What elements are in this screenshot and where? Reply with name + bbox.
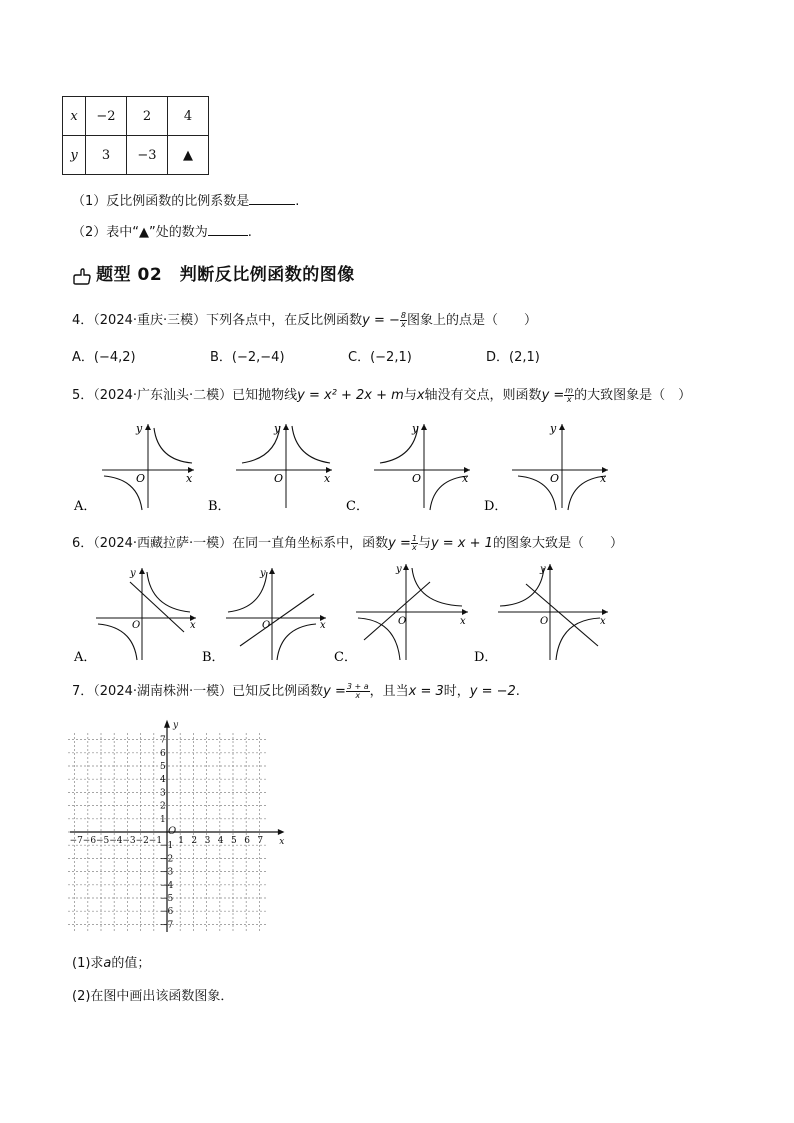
table-cell: 2 (127, 97, 168, 136)
q7-sub2: (2)在图中画出该函数图象． (72, 989, 234, 1004)
tick-label-y: −6 (160, 907, 174, 918)
tick-label-y: −2 (160, 854, 174, 865)
axis-label-x: x (279, 837, 285, 847)
answer-blank (208, 223, 248, 236)
q4-text-end: 图象上的点是（ ） (406, 313, 537, 328)
tick-label-x: 6 (244, 836, 250, 846)
q7-function: y = (323, 684, 346, 699)
axis-label-y: y (396, 564, 402, 575)
fraction (564, 387, 574, 404)
q5-label-a: A． (74, 499, 97, 514)
origin-label: O (398, 616, 407, 627)
q7-text-d: . (515, 684, 520, 699)
q7-sub1 (72, 952, 150, 971)
q5-label-d: D． (484, 499, 508, 514)
table-cell: −2 (86, 97, 127, 136)
section-heading (72, 260, 355, 286)
fraction-numerator: m (565, 386, 574, 395)
q4-function: y = − (362, 313, 400, 328)
tick-label-x: 5 (231, 836, 237, 846)
table-cell: 3 (86, 136, 127, 175)
axis-label-x: x (190, 620, 196, 631)
axis-label-x: x (462, 472, 469, 485)
q5-graph-c (346, 422, 470, 514)
table-cell: y (63, 136, 86, 175)
q6-graph-b (202, 568, 326, 665)
q7-sub1-var: a (103, 956, 112, 971)
tick-label-x: −6 (82, 836, 97, 846)
fraction (400, 312, 407, 329)
period: . (295, 194, 300, 209)
axis-label-x: x (186, 472, 193, 485)
tick-label-x: −7 (69, 836, 83, 846)
axis-label-y: y (550, 422, 557, 435)
tick-label-x: −3 (122, 836, 136, 846)
origin-label: O (262, 620, 271, 631)
table-cell: −3 (127, 136, 168, 175)
q3-sub2 (72, 221, 252, 240)
q6-text-b: 与 (417, 536, 431, 551)
axis-label-y: y (173, 720, 179, 731)
question-5 (72, 384, 691, 404)
period: . (247, 225, 252, 240)
axis-label-x: x (600, 472, 607, 485)
tick-label-y: 3 (160, 788, 166, 799)
fraction-numerator: 1 (411, 534, 417, 543)
fraction (411, 535, 418, 552)
y-axis-arrow (164, 720, 170, 728)
q7-text-b: ，且当 (369, 684, 409, 699)
tick-label-y: −4 (160, 880, 174, 891)
fraction-denominator: x (566, 395, 572, 404)
section-title: 题型 02 判断反比例函数的图像 (96, 265, 355, 285)
tick-label-x: −4 (109, 836, 123, 846)
fraction-denominator: x (412, 543, 417, 552)
q5-graphs (72, 418, 712, 516)
axis-label-x: x (324, 472, 331, 485)
tick-label-y: −1 (160, 841, 174, 852)
tick-label-x: −2 (135, 836, 149, 846)
q7-condition-x: x = 3 (408, 684, 444, 699)
tick-label-y: −5 (160, 894, 174, 904)
coordinate-grid (66, 714, 292, 932)
q5-text-b: 与 (403, 388, 417, 403)
tick-label-y: −7 (160, 920, 174, 931)
q5-function: y = (541, 388, 565, 403)
tick-label-y: −3 (160, 867, 174, 878)
q6-line: y = x + 1 (430, 536, 493, 551)
question-7 (72, 680, 520, 700)
q5-parabola: y = x² + 2x + m (297, 388, 404, 403)
origin-label: O (274, 472, 284, 485)
axis-label-y: y (260, 568, 266, 579)
axis-label-x: x (460, 616, 466, 627)
fraction-numerator: 8 (400, 311, 406, 320)
tick-label-x: 4 (217, 836, 224, 846)
q5-text-d: 的大致图象是（ ） (574, 388, 692, 403)
fraction-denominator: x (401, 320, 406, 329)
table-cell: 4 (168, 97, 209, 136)
table-row-x (63, 97, 209, 136)
q7-text-c: 时， (443, 684, 470, 699)
q5-graph-b (208, 422, 332, 514)
table-cell: x (63, 97, 86, 136)
q6-label-c: C． (334, 650, 357, 665)
tick-label-x: 1 (178, 836, 184, 846)
origin-label: O (132, 620, 141, 631)
tick-label-x: −5 (96, 836, 110, 846)
xy-table (62, 96, 209, 175)
axis-label-x: x (600, 616, 606, 627)
question-6 (72, 532, 623, 552)
q5-graph-d (484, 422, 608, 514)
fraction (346, 683, 370, 700)
axis-label-y: y (130, 568, 136, 579)
table-cell: ▲ (168, 136, 209, 175)
origin-label: O (550, 472, 560, 485)
q5-label-b: B． (208, 499, 231, 514)
x-axis-arrow (278, 829, 285, 835)
q6-label-d: D． (474, 650, 498, 665)
fraction-denominator: x (355, 691, 361, 700)
tick-label-x: 3 (204, 836, 211, 846)
q6-graph-c (334, 564, 468, 665)
question-4 (72, 309, 537, 329)
answer-blank (249, 192, 295, 205)
q4-option-c: C．(−2,1) (348, 350, 412, 365)
q6-graphs (72, 560, 712, 666)
tick-label-y: 6 (160, 748, 166, 759)
q4-option-b: B．(−2,−4) (210, 350, 285, 365)
q3-sub1 (72, 190, 299, 209)
q6-text: 6．（2024·西藏拉萨·一模）在同一直角坐标系中，函数 (72, 536, 389, 551)
q5-axis: x (416, 388, 425, 403)
q4-option-a: A．(−4,2) (72, 350, 136, 365)
axis-label-y: y (540, 564, 546, 575)
origin-label: O (540, 616, 549, 627)
tick-label-x: 7 (257, 836, 264, 846)
tick-label-y: 1 (160, 814, 166, 825)
tick-label-y: 4 (160, 775, 166, 786)
q3-sub2-text: （2）表中“▲”处的数为 (72, 225, 208, 240)
q5-text-c: 轴没有交点，则函数 (424, 388, 542, 403)
q7-text: 7．（2024·湖南株洲·一模）已知反比例函数 (72, 684, 324, 699)
tick-label-x: 2 (191, 836, 198, 846)
table-row-y (63, 136, 209, 175)
q5-label-c: C． (346, 499, 369, 514)
q3-sub1-text: （1）反比例函数的比例系数是 (72, 194, 250, 209)
q4-text: 4．（2024·重庆·三模）下列各点中，在反比例函数 (72, 313, 363, 328)
q7-sub1-text-end: 的值； (111, 956, 151, 971)
origin-label: O (168, 826, 177, 837)
tick-label-y: 2 (160, 801, 166, 812)
q7-sub1-text: (1)求 (72, 956, 104, 971)
origin-label: O (136, 472, 146, 485)
fraction-numerator: 3 + a (346, 682, 369, 691)
q5-text: 5．（2024·广东汕头·二模）已知抛物线 (72, 388, 298, 403)
q4-option-d: D．(2,1) (486, 350, 540, 365)
q6-label-b: B． (202, 650, 225, 665)
q6-function: y = (388, 536, 411, 551)
axis-label-y: y (412, 422, 419, 435)
tick-label-y: 7 (160, 735, 166, 746)
tick-label-x: −1 (148, 836, 163, 846)
pointing-hand-icon (72, 268, 92, 286)
origin-label: O (412, 472, 422, 485)
q6-text-c: 的图象大致是（ ） (492, 536, 623, 551)
q6-graph-a (73, 568, 196, 665)
axis-label-y: y (274, 422, 281, 435)
axis-label-y: y (136, 422, 143, 435)
q7-condition-y: y = −2 (469, 684, 516, 699)
q6-graph-d (474, 564, 608, 665)
q5-graph-a (73, 422, 194, 514)
tick-label-y: 5 (160, 762, 166, 772)
axis-label-x: x (320, 620, 326, 631)
q6-label-a: A． (74, 650, 97, 665)
